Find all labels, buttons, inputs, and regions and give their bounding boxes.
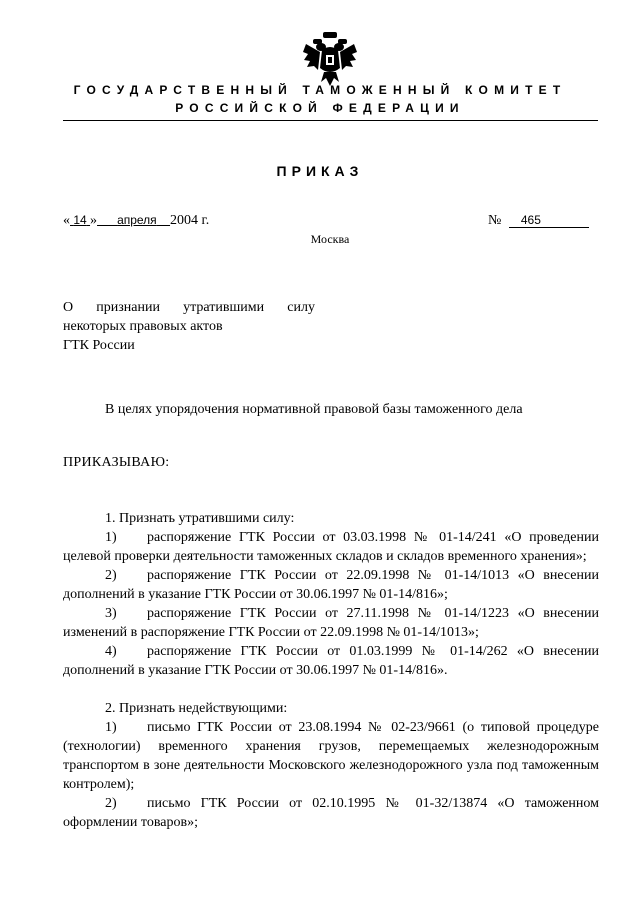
preamble: В целях упорядочения нормативной правовой базы таможенного дела bbox=[105, 402, 523, 417]
order-body bbox=[63, 509, 599, 832]
list-item: 1) письмо ГТК России от 23.08.1994 № 02-23/9661 (о типовой процедуре (технологии) временного хранения грузов, перемещаемых железнодорожным транспортом в зоне деятельности Московского железнодорожного узла под таможенным контролем); bbox=[63, 720, 599, 792]
order-date bbox=[63, 213, 209, 229]
date-close-quote: » bbox=[90, 213, 98, 228]
subject-line-2: некоторых правовых актов bbox=[63, 319, 223, 334]
org-name-line1: ГОСУДАРСТВЕННЫЙ ТАМОЖЕННЫЙ КОМИТЕТ bbox=[73, 83, 567, 97]
section-1-heading: 1. Признать утратившими силу: bbox=[105, 511, 295, 526]
list-item: 2) письмо ГТК России от 02.10.1995 № 01-32/13874 «О таможенном оформлении товаров»; bbox=[63, 796, 599, 830]
order-directive: ПРИКАЗЫВАЮ: bbox=[63, 455, 170, 470]
list-item: 1) распоряжение ГТК России от 03.03.1998 № 01-14/241 «О проведении целевой проверки деятельности таможенных складов и складов временного хранения»; bbox=[63, 530, 599, 564]
list-item: 3) распоряжение ГТК России от 27.11.1998 № 01-14/1223 «О внесении изменений в распоряжение ГТК России от 22.09.1998 № 01-14/1013»; bbox=[63, 606, 599, 640]
russian-coat-of-arms-icon bbox=[300, 30, 360, 90]
number-value: 465 bbox=[509, 213, 589, 228]
order-number bbox=[488, 213, 589, 229]
date-year: 2004 г. bbox=[170, 213, 210, 228]
number-label: № bbox=[488, 213, 502, 228]
subject-line-1: О признании утратившими силу bbox=[63, 300, 315, 315]
city: Москва bbox=[310, 232, 350, 246]
org-name-line2: РОССИЙСКОЙ ФЕДЕРАЦИИ bbox=[175, 101, 465, 115]
date-day: 14 bbox=[73, 213, 87, 227]
document-title: ПРИКАЗ bbox=[276, 163, 364, 179]
list-item: 2) распоряжение ГТК России от 22.09.1998 № 01-14/1013 «О внесении дополнений в указание ГТК России от 30.06.1997 № 01-14/816»; bbox=[63, 568, 599, 602]
list-item: 4) распоряжение ГТК России от 01.03.1999 № 01-14/262 «О внесении дополнений в указание ГТК России от 30.06.1997 № 01-14/816». bbox=[63, 644, 599, 678]
date-open-quote: « bbox=[63, 213, 70, 228]
header-divider bbox=[63, 120, 598, 121]
order-subject bbox=[63, 298, 315, 355]
date-month: апреля bbox=[117, 213, 157, 227]
subject-line-3: ГТК России bbox=[63, 338, 135, 353]
section-2-heading: 2. Признать недействующими: bbox=[105, 701, 288, 716]
